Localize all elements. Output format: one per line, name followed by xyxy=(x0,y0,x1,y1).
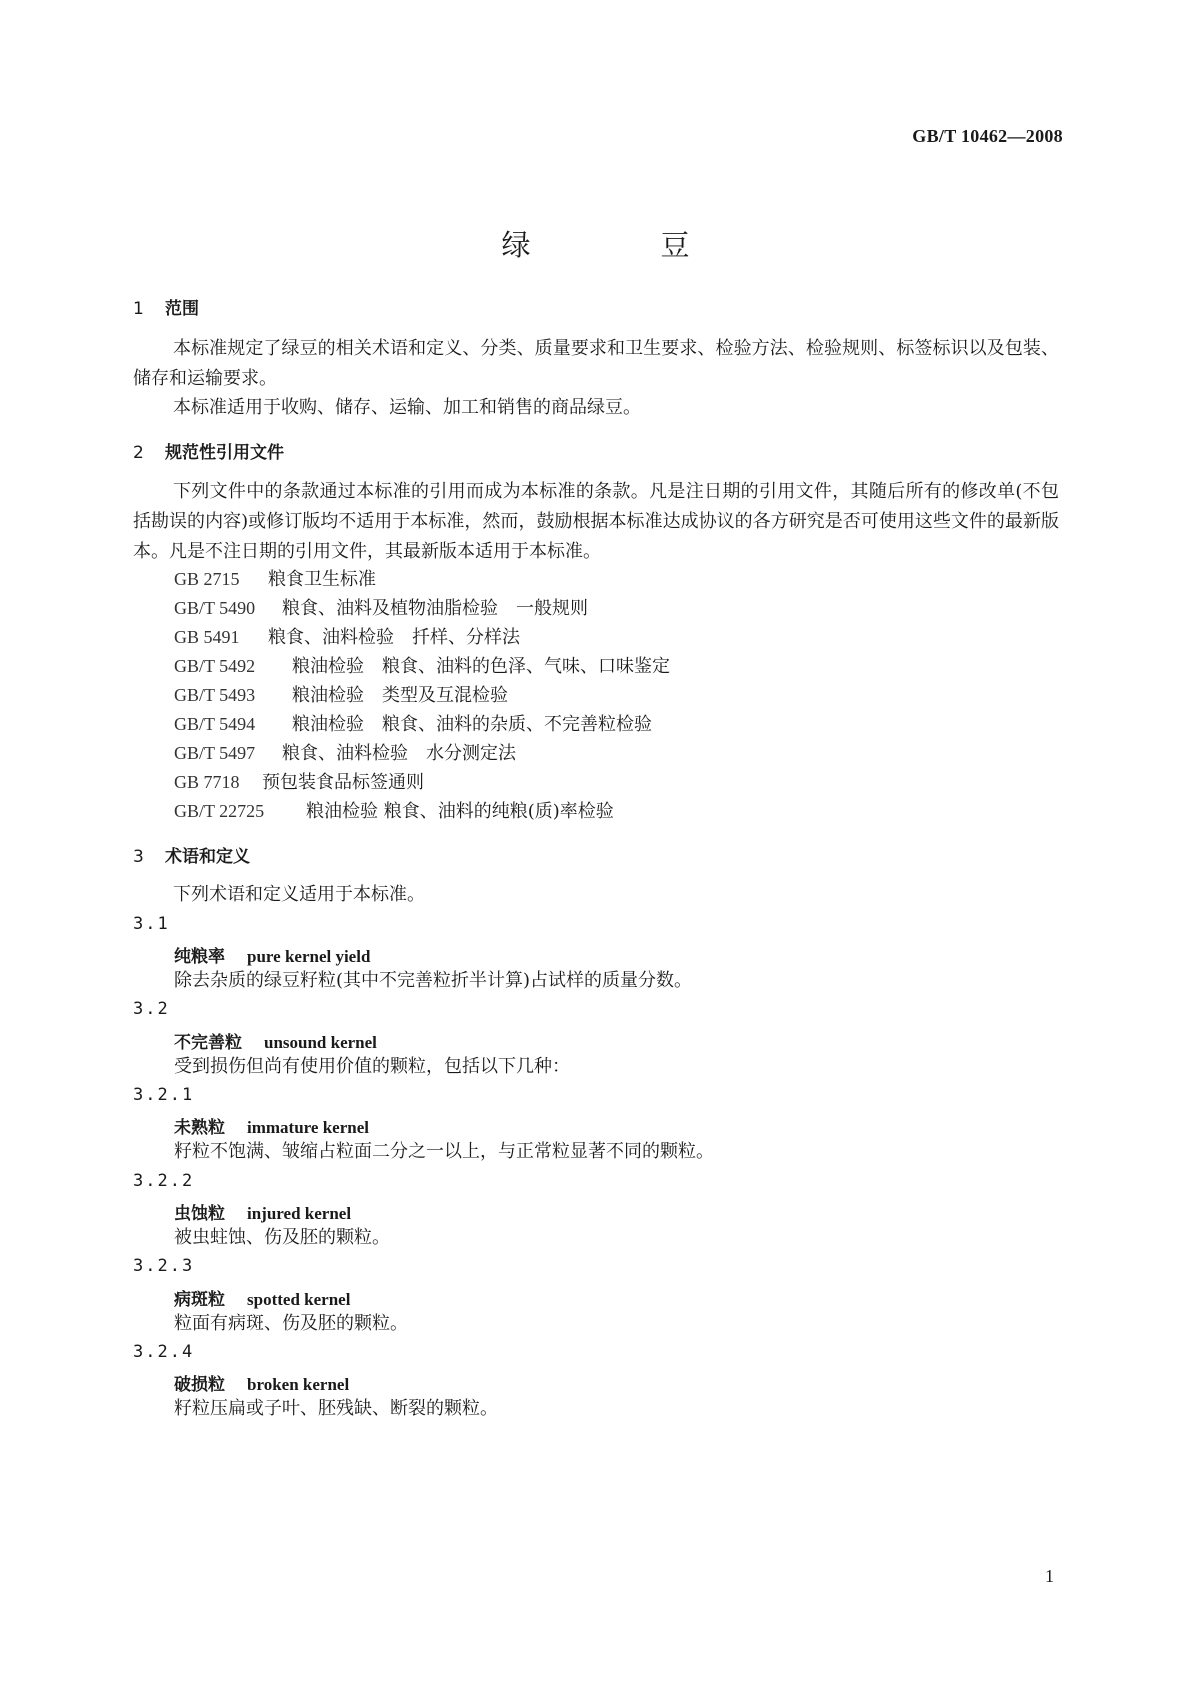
section-3-intro: 下列术语和定义适用于本标准。 xyxy=(173,884,425,905)
term-definition: 籽粒压扁或子叶、胚残缺、断裂的颗粒。 xyxy=(174,1398,498,1419)
section-2-intro: 下列文件中的条款通过本标准的引用而成为本标准的条款。凡是注日期的引用文件，其随后所有的修改单(不包括勘误的内容)或修订版均不适用于本标准，然而，鼓励根据本标准达成协议的各方研究是否可使用这些文件的最新版本。凡是不注日期的引用文件，其最新版本适用于本标准。 xyxy=(133,481,1059,562)
section-2-heading xyxy=(133,438,284,463)
reference-item xyxy=(174,564,376,595)
clause-number: 3.2.3 xyxy=(133,1256,195,1276)
clause-number: 3.2 xyxy=(133,999,170,1019)
term-en: pure kernel yield xyxy=(247,947,371,966)
term-definition: 籽粒不饱满、皱缩占粒面二分之一以上，与正常粒显著不同的颗粒。 xyxy=(174,1141,714,1162)
term-heading xyxy=(174,1113,369,1138)
section-number: 1 xyxy=(133,299,144,319)
reference-item xyxy=(174,796,614,827)
clause-number: 3.1 xyxy=(133,914,170,934)
term-zh: 纯粮率 xyxy=(174,947,225,967)
section-number: 2 xyxy=(133,443,144,463)
reference-title: 粮油检验 粮食、油料的杂质、不完善粒检验 xyxy=(292,714,652,735)
section-3-heading xyxy=(133,842,250,867)
term-en: immature kernel xyxy=(247,1118,369,1137)
section-title: 术语和定义 xyxy=(165,847,250,867)
section-1-heading xyxy=(133,294,199,319)
reference-code: GB 5491 xyxy=(174,627,240,647)
term-heading xyxy=(174,1370,349,1395)
clause-number: 3.2.4 xyxy=(133,1342,195,1362)
section-title: 范围 xyxy=(165,299,199,319)
reference-item xyxy=(174,767,424,798)
reference-title: 粮食、油料检验 水分测定法 xyxy=(282,743,516,764)
reference-code: GB 7718 xyxy=(174,772,240,792)
reference-code: GB/T 22725 xyxy=(174,801,265,821)
term-zh: 不完善粒 xyxy=(174,1033,242,1053)
term-zh: 病斑粒 xyxy=(174,1290,225,1310)
term-en: spotted kernel xyxy=(247,1290,351,1309)
reference-code: GB 2715 xyxy=(174,569,240,589)
term-definition: 被虫蛀蚀、伤及胚的颗粒。 xyxy=(174,1227,390,1248)
term-heading xyxy=(174,1028,377,1053)
reference-code: GB/T 5492 xyxy=(174,656,256,676)
section-1-paragraph-2: 本标准适用于收购、储存、运输、加工和销售的商品绿豆。 xyxy=(173,397,641,418)
reference-title: 粮食、油料检验 扦样、分样法 xyxy=(268,627,520,648)
page-number: 1 xyxy=(1045,1566,1054,1586)
reference-item xyxy=(174,622,520,653)
section-1-paragraph-1: 本标准规定了绿豆的相关术语和定义、分类、质量要求和卫生要求、检验方法、检验规则、标签标识以及包装、储存和运输要求。 xyxy=(133,338,1059,389)
term-en: injured kernel xyxy=(247,1204,352,1223)
reference-title: 粮油检验 类型及互混检验 xyxy=(292,685,508,706)
section-title: 规范性引用文件 xyxy=(165,443,284,463)
reference-item xyxy=(174,738,516,769)
reference-item xyxy=(174,593,588,624)
reference-title: 粮食卫生标准 xyxy=(268,569,376,590)
reference-code: GB/T 5497 xyxy=(174,743,256,763)
term-en: broken kernel xyxy=(247,1375,350,1394)
document-title: 绿豆 xyxy=(501,228,820,262)
term-definition: 受到损伤但尚有使用价值的颗粒，包括以下几种： xyxy=(174,1056,570,1077)
term-definition: 粒面有病斑、伤及胚的颗粒。 xyxy=(174,1313,408,1334)
term-heading xyxy=(174,942,370,967)
reference-code: GB/T 5493 xyxy=(174,685,256,705)
term-definition: 除去杂质的绿豆籽粒(其中不完善粒折半计算)占试样的质量分数。 xyxy=(174,970,693,991)
term-en: unsound kernel xyxy=(264,1033,377,1052)
reference-item xyxy=(174,709,652,740)
reference-item xyxy=(174,680,508,711)
reference-code: GB/T 5490 xyxy=(174,598,256,618)
term-heading xyxy=(174,1199,351,1224)
section-number: 3 xyxy=(133,847,144,867)
clause-number: 3.2.2 xyxy=(133,1171,195,1191)
term-zh: 未熟粒 xyxy=(174,1118,225,1138)
reference-title: 粮食、油料及植物油脂检验 一般规则 xyxy=(282,598,588,619)
standard-code: GB/T 10462—2008 xyxy=(912,126,1063,146)
clause-number: 3.2.1 xyxy=(133,1085,195,1105)
reference-title: 粮油检验 粮食、油料的色泽、气味、口味鉴定 xyxy=(292,656,670,677)
reference-item xyxy=(174,651,670,682)
reference-title: 预包装食品标签通则 xyxy=(262,772,424,793)
term-heading xyxy=(174,1285,350,1310)
term-zh: 虫蚀粒 xyxy=(174,1204,225,1224)
reference-code: GB/T 5494 xyxy=(174,714,256,734)
reference-title: 粮油检验 粮食、油料的纯粮(质)率检验 xyxy=(306,801,614,822)
term-zh: 破损粒 xyxy=(174,1375,225,1395)
